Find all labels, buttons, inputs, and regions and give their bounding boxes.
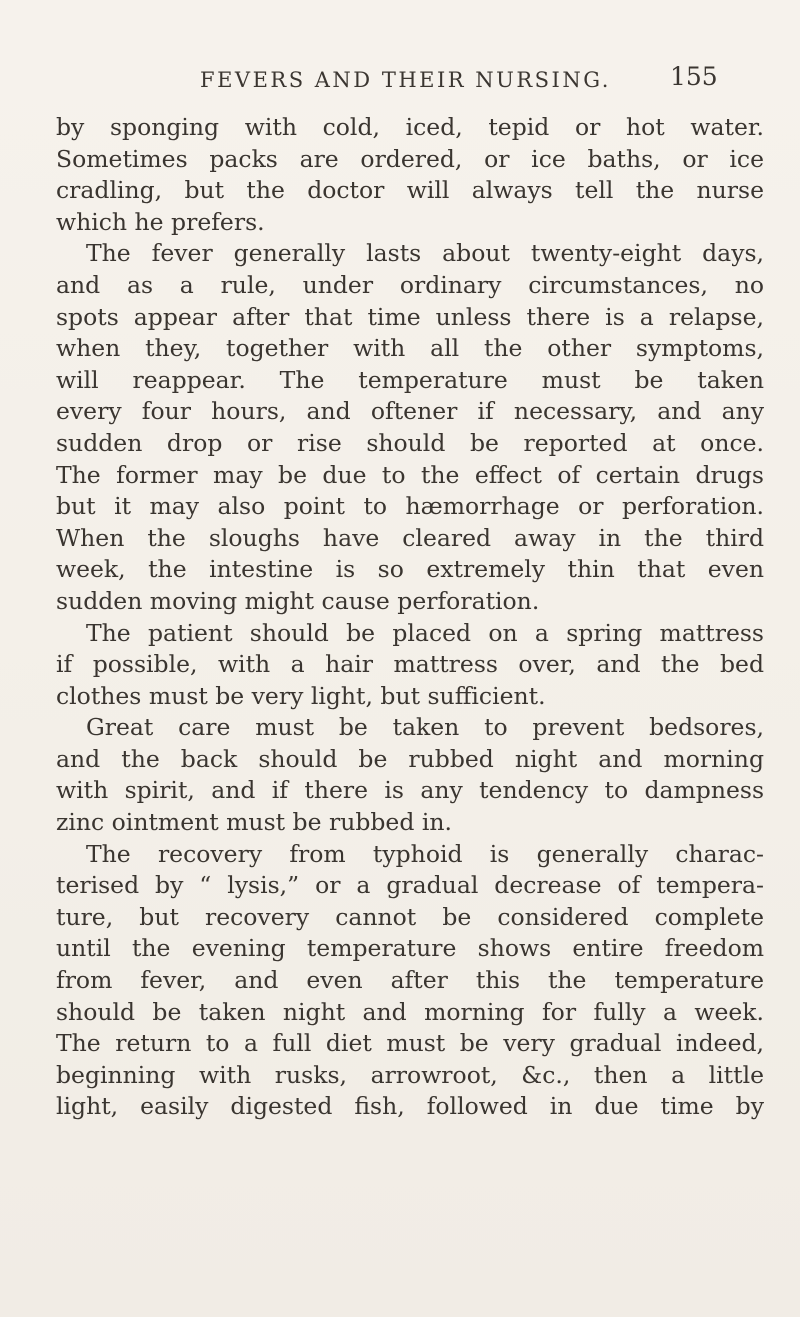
text-line: Sometimes packs are ordered, or ice baths, or ice [56,144,764,173]
running-head [0,62,800,102]
text-line: should be taken night and morning for fully a week. [56,997,764,1026]
text-line: cradling, but the doctor will always tell the nurse [56,176,764,205]
text-line: but it may also point to hæmorrhage or perforation. [56,492,764,521]
text-line: sudden drop or rise should be reported at once. [56,428,764,457]
text-line: will reappear. The temperature must be taken [56,365,764,394]
text-line: clothes must be very light, but sufficient. [56,681,546,710]
text-line: and as a rule, under ordinary circumstances, no [56,270,764,299]
text-line: beginning with rusks, arrowroot, &c., then a little [56,1060,764,1089]
text-line: from fever, and even after this the temperature [56,966,764,995]
text-line: When the sloughs have cleared away in the third [56,523,764,552]
running-head-title: FEVERS AND THEIR NURSING. [200,68,611,92]
text-line: week, the intestine is so extremely thin that even [56,555,764,584]
text-line: by sponging with cold, iced, tepid or hot water. [56,113,764,141]
text-line: sudden moving might cause perforation. [56,586,540,615]
text-line: spots appear after that time unless there is a relapse, [56,302,764,331]
text-line: ture, but recovery cannot be considered complete [56,902,764,931]
text-line: The former may be due to the effect of certain drugs [56,460,764,489]
text-line: The fever generally lasts about twenty-eight days, [86,239,764,268]
text-line: terised by “ lysis,” or a gradual decrease of tempera- [56,871,764,900]
text-line: with spirit, and if there is any tendency to dampness [56,776,764,805]
text-line: until the evening temperature shows entire freedom [56,934,764,963]
text-line: when they, together with all the other symptoms, [56,334,764,363]
text-line: every four hours, and oftener if necessary, and any [56,397,764,426]
text-line: light, easily digested fish, followed in due time by [56,1092,764,1121]
text-line: if possible, with a hair mattress over, and the bed [56,650,764,679]
text-line: zinc ointment must be rubbed in. [56,808,452,837]
text-line: The patient should be placed on a spring mattress [86,618,764,647]
page-number: 155 [670,62,718,91]
text-line: The recovery from typhoid is generally charac- [86,839,764,868]
text-line: and the back should be rubbed night and morning [56,744,764,773]
text-line: Great care must be taken to prevent bedsores, [86,713,764,742]
body-text [56,112,764,1123]
text-line: The return to a full diet must be very gradual indeed, [56,1029,764,1058]
text-line: which he prefers. [56,207,265,236]
